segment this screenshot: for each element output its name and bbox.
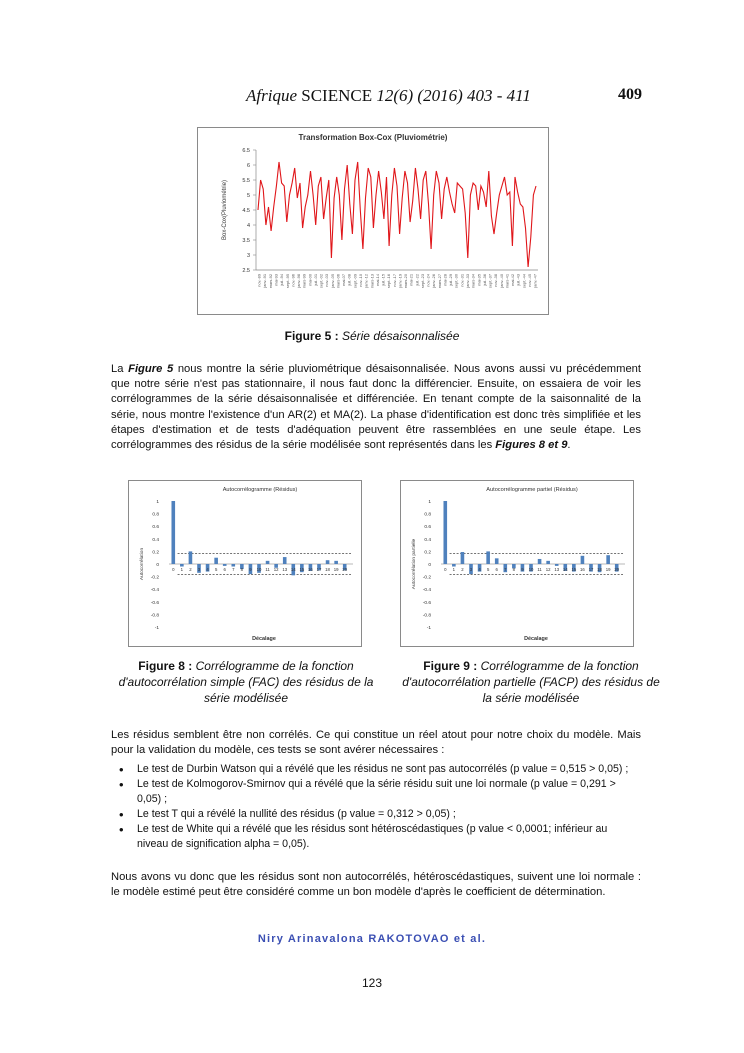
bar (334, 561, 338, 564)
x-tick-label: 9 (521, 567, 524, 572)
page-number: 123 (361, 976, 383, 990)
x-tick-label: 8 (512, 567, 516, 572)
x-axis-label: Décalage (524, 636, 548, 642)
x-tick-label: 17 (588, 567, 594, 572)
x-tick-label: mai-28 (442, 274, 448, 286)
x-tick-label: 17 (316, 567, 322, 572)
x-tick-label: 20 (614, 567, 620, 572)
x-tick-label: 3 (469, 567, 473, 572)
x-tick-label: juil.-08 (346, 274, 352, 286)
bar (538, 559, 542, 564)
x-tick-label: janv.-19 (397, 274, 403, 288)
y-tick-label: -0.4 (422, 588, 431, 594)
x-tick-label: mai-42 (510, 274, 516, 286)
y-axis-label: Autocorrélation (140, 547, 145, 581)
x-tick-label: janv.-05 (329, 274, 335, 288)
x-tick-label: nov.-45 (526, 274, 532, 287)
x-tick-label: juil.-94 (279, 274, 285, 286)
x-tick-label: nov.-24 (425, 274, 431, 287)
y-tick-label: -0.8 (150, 613, 159, 619)
chart-title: Autocorrélogramme partiel (Résidus) (486, 487, 578, 493)
x-tick-label: sept.-23 (419, 274, 425, 289)
x-tick-label: 11 (537, 567, 542, 572)
x-tick-label: 18 (325, 567, 330, 572)
bar (486, 551, 490, 564)
list-item: • Le test de Kolmogorov-Smirnov qui a révélé que la série résidu suit une loi normale (p value = 0,291 > 0,05) ; (111, 777, 641, 807)
y-tick-label: 0.4 (424, 537, 431, 543)
y-tick-label: -0.2 (422, 575, 431, 581)
bar (546, 561, 550, 564)
x-tick-label: 10 (256, 567, 262, 572)
x-tick-label: juil.-43 (515, 274, 521, 286)
x-tick-label: 9 (249, 567, 252, 572)
pacf-bar-chart (401, 481, 633, 646)
y-tick-label: 0.8 (424, 512, 431, 518)
x-tick-label: juil.-29 (448, 274, 454, 286)
x-tick-label: janv.-91 (262, 274, 268, 288)
x-tick-label: 20 (342, 567, 348, 572)
x-tick-label: mai-93 (273, 274, 279, 286)
x-tick-label: 12 (545, 567, 551, 572)
x-tick-label: 19 (605, 567, 611, 572)
x-tick-label: sept.-16 (386, 274, 392, 289)
y-tick-label: 1 (428, 500, 431, 505)
y-tick-label: 2.5 (242, 268, 250, 274)
x-tick-label: nov.-17 (391, 274, 397, 287)
y-tick-label: 0 (428, 563, 431, 568)
x-tick-label: nov.-96 (290, 274, 296, 287)
x-tick-label: 1 (452, 567, 456, 572)
x-tick-label: mars-92 (267, 274, 273, 289)
journal-header (110, 86, 642, 110)
x-tick-label: juil.-36 (481, 274, 487, 286)
figure-5-reference: Figure 5 (128, 363, 174, 375)
bar (606, 555, 610, 564)
x-tick-label: nov.-31 (459, 274, 465, 287)
bar (266, 561, 270, 564)
x-tick-label: mars-27 (436, 274, 442, 289)
x-tick-label: mai-14 (374, 274, 380, 286)
y-tick-label: -0.8 (422, 613, 431, 619)
bar (189, 551, 193, 564)
x-tick-label: 4 (206, 567, 209, 572)
x-tick-label: 7 (232, 567, 235, 572)
y-tick-label: -1 (426, 626, 431, 631)
x-tick-label: mars-41 (504, 274, 510, 289)
y-tick-label: -1 (154, 626, 159, 631)
y-tick-label: 1 (156, 500, 159, 505)
x-tick-label: 5 (486, 567, 490, 572)
x-tick-label: sept.-95 (284, 274, 290, 289)
bar (214, 558, 218, 564)
figure-9-chart (400, 480, 634, 647)
x-tick-label: janv.-12 (363, 274, 369, 288)
box-cox-line-chart (198, 128, 548, 314)
x-tick-label: 2 (461, 567, 464, 572)
paragraph-2: Les résidus semblent être non corrélés. Ce qui constitue un réel atout pour notre choix du modèle. Mais pour la validation du modèle, ces tests se sont avérer nécessaires : (111, 729, 641, 757)
x-tick-label: nov.-38 (493, 274, 499, 287)
x-tick-label: janv.-40 (498, 274, 504, 288)
x-tick-label: 14 (290, 567, 296, 572)
x-axis-label: Décalage (252, 636, 276, 642)
x-tick-label: 0 (172, 567, 175, 572)
figure-8-chart (128, 480, 362, 647)
y-tick-label: 5.5 (242, 178, 250, 184)
y-tick-label: 0.2 (424, 550, 431, 556)
bar (326, 560, 330, 564)
x-tick-label: nov.-10 (357, 274, 363, 287)
chart-title: Autocorrélogramme (Résidus) (222, 487, 298, 493)
x-tick-label: 6 (495, 567, 498, 572)
figure-8-caption: Figure 8 : Corrélogramme de la fonction d'autocorrélation simple (FAC) des résidus de la série modélisée (118, 659, 374, 705)
x-tick-label: 13 (282, 567, 288, 572)
list-item: • Le test de Durbin Watson qui a révélé que les résidus ne sont pas autocorrélés (p value = 0,515 > 0,05) ; (111, 762, 641, 777)
x-tick-label: 0 (444, 567, 447, 572)
x-tick-label: mars-20 (403, 274, 409, 289)
x-tick-label: 16 (308, 567, 313, 572)
x-tick-label: mars-99 (301, 274, 307, 289)
x-tick-label: mai-00 (307, 274, 313, 286)
y-tick-label: 6 (246, 163, 250, 169)
y-tick-label: 0.8 (152, 512, 159, 518)
bar (461, 552, 465, 564)
y-tick-label: 5 (246, 193, 250, 199)
y-tick-label: -0.6 (150, 600, 159, 606)
x-tick-label: sept.-09 (352, 274, 358, 289)
x-tick-label: mai-21 (408, 274, 414, 286)
x-tick-label: mars-13 (369, 274, 375, 289)
bar (443, 501, 447, 564)
y-tick-label: 6.5 (242, 148, 250, 154)
x-tick-label: 5 (214, 567, 218, 572)
x-tick-label: janv.-33 (465, 274, 471, 288)
x-tick-label: 18 (597, 567, 602, 572)
x-tick-label: juil.-15 (380, 274, 386, 286)
x-tick-label: 1 (180, 567, 184, 572)
list-item: • Le test T qui a révélé la nullité des résidus (p value = 0,312 > 0,05) ; (111, 807, 641, 822)
bar (581, 556, 585, 564)
x-tick-label: juil.-01 (312, 274, 318, 286)
y-tick-label: 0.6 (424, 525, 431, 531)
bar (495, 558, 499, 564)
y-tick-label: 0.6 (152, 525, 159, 531)
x-tick-label: 2 (189, 567, 192, 572)
x-tick-label: nov.-89 (256, 274, 262, 287)
y-axis-label: Autocorrélation partielle (412, 538, 417, 590)
journal-title: Afrique SCIENCE 12(6) (2016) 403 - 411 (246, 86, 531, 105)
bar (223, 564, 227, 566)
chart-title: Transformation Box-Cox (Pluviométrie) (298, 133, 448, 142)
x-tick-label: janv.-47 (532, 274, 538, 288)
x-tick-label: janv.-26 (431, 274, 437, 288)
x-tick-label: 11 (265, 567, 270, 572)
y-tick-label: 4.5 (242, 208, 250, 214)
figure-5-caption: Figure 5 : Série désaisonnalisée (284, 329, 460, 343)
figure-9-caption: Figure 9 : Corrélogramme de la fonction d'autocorrélation partielle (FACP) des résidus de la série modélisée (402, 659, 660, 705)
y-tick-label: 0 (156, 563, 159, 568)
bar (283, 557, 287, 564)
x-tick-label: 15 (299, 567, 305, 572)
x-tick-label: sept.-02 (318, 274, 324, 289)
y-axis-label: Box-Cox(Pluviométrie) (222, 179, 228, 241)
y-tick-label: -0.2 (150, 575, 159, 581)
y-tick-label: 0.4 (152, 537, 159, 543)
series-line (258, 162, 536, 267)
x-tick-label: mai-07 (341, 274, 347, 286)
x-tick-label: 6 (223, 567, 226, 572)
figures-8-9-reference: Figures 8 et 9 (495, 439, 568, 452)
x-tick-label: 14 (562, 567, 568, 572)
x-tick-label: 19 (333, 567, 339, 572)
y-tick-label: 3.5 (242, 238, 250, 244)
bar (555, 564, 559, 566)
x-tick-label: 8 (240, 567, 244, 572)
x-tick-label: 10 (528, 567, 534, 572)
x-tick-label: janv.-98 (296, 274, 302, 288)
x-tick-label: mars-06 (335, 274, 341, 289)
x-tick-label: 15 (571, 567, 577, 572)
x-tick-label: nov.-03 (324, 274, 330, 287)
test-list (111, 762, 641, 852)
header-page-number: 409 (618, 86, 642, 103)
x-tick-label: mai-35 (476, 274, 482, 286)
x-tick-label: sept.-37 (487, 274, 493, 289)
x-tick-label: 7 (504, 567, 507, 572)
y-tick-label: -0.6 (422, 600, 431, 606)
x-tick-label: sept.-30 (453, 274, 459, 289)
y-tick-label: 4 (246, 223, 250, 229)
acf-bar-chart (129, 481, 361, 646)
list-item: • Le test de White qui a révélé que les résidus sont hétéroscédastiques (p value < 0,0001; inférieur au niveau de signification alpha = 0,05). (111, 822, 641, 852)
x-tick-label: 13 (554, 567, 560, 572)
paragraph-3: Nous avons vu donc que les résidus sont non autocorrélés, hétéroscédastiques, suivent une loi normale : le modèle estimé peut être considéré comme un bon modèle d'après le coefficient de détermination. (111, 871, 641, 899)
y-tick-label: -0.4 (150, 588, 159, 594)
paragraph-1: La Figure 5 nous montre la série pluviométrique désaisonnalisée. Nous avons aussi vu précédemment que notre série n'est pas stationnaire, il nous faut donc la différencier. Ensuite, on essaiera de voir les corrélogrammes de la série désaisonnalisée et différenciée. En tenant compte de la saisonnalité de la série, nous montre l'existence d'un AR(2) et MA(2). La phase d'identification est donc très simplifiée et les étapes d'estimation et de tests d'adéquation peuvent être rassemblées en une seule étape. Les corrélogrammes des résidus de la série modélisée sont représentés dans les Figures 8 et 9. (111, 363, 641, 452)
x-tick-label: 3 (197, 567, 201, 572)
x-tick-label: 12 (273, 567, 279, 572)
figure-5-chart (197, 127, 549, 315)
x-tick-label: sept.-44 (521, 274, 527, 289)
x-tick-label: 16 (580, 567, 585, 572)
y-tick-label: 0.2 (152, 550, 159, 556)
author-line: Niry Arinavalona RAKOTOVAO et al. (257, 933, 487, 945)
x-tick-label: mars-34 (470, 274, 476, 289)
y-tick-label: 3 (246, 253, 250, 259)
bar (171, 501, 175, 564)
x-tick-label: juil.-22 (414, 274, 420, 286)
x-tick-label: 4 (478, 567, 481, 572)
